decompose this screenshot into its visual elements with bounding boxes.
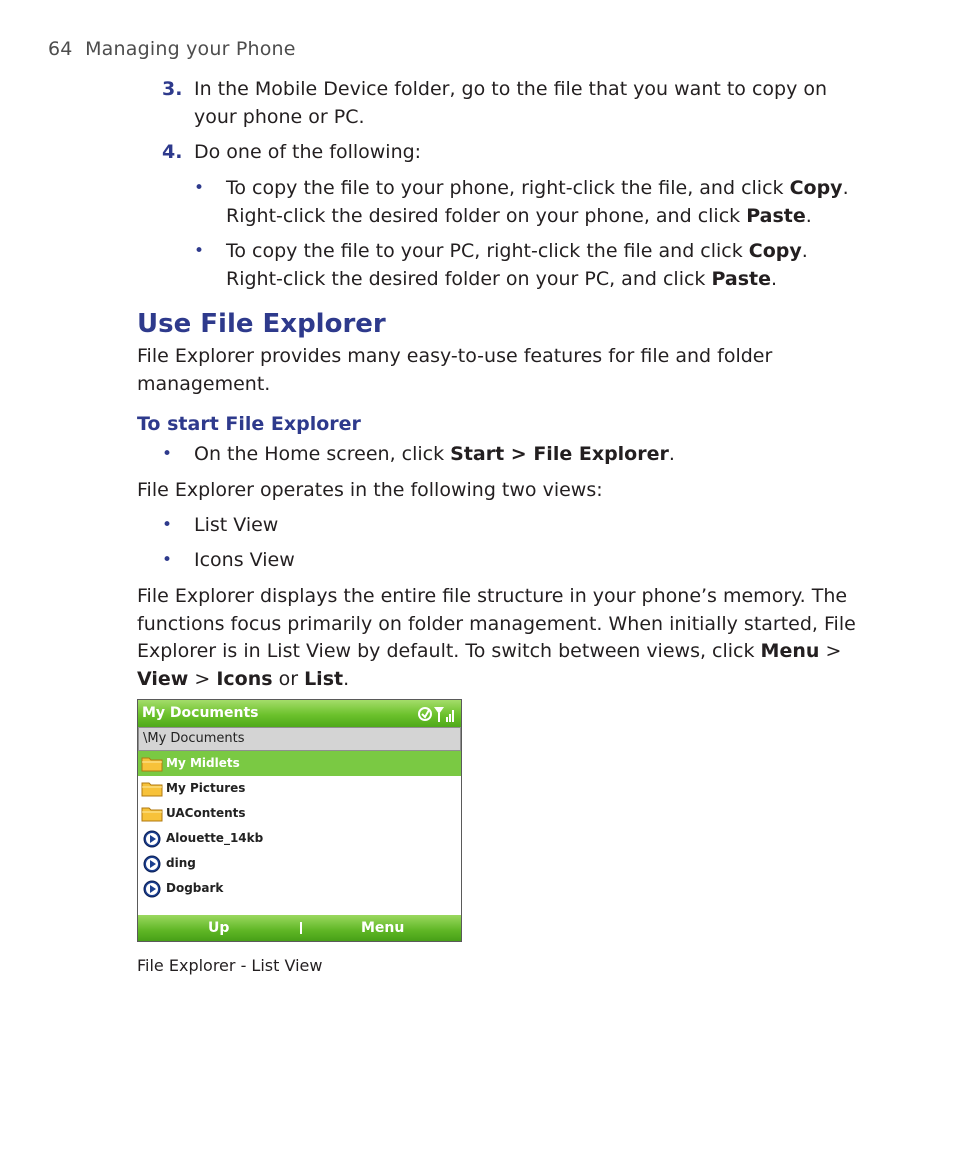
list-item[interactable] [138, 776, 461, 801]
procedure-heading: To start File Explorer [137, 413, 361, 435]
media-file-icon [141, 854, 163, 873]
step-4 [162, 139, 852, 167]
phone-title: My Documents [142, 705, 259, 721]
list-item-label: My Midlets [166, 756, 240, 770]
copy-term: Copy [748, 240, 802, 262]
bullet-text: List View [194, 514, 279, 536]
view-icons-bullet [162, 547, 822, 575]
list-item-label: ding [166, 856, 196, 870]
copy-term: Copy [789, 177, 843, 199]
paste-term: Paste [746, 204, 806, 227]
softkey-divider [300, 922, 302, 934]
list-item-label: My Pictures [166, 781, 246, 795]
phone-file-list [138, 751, 461, 901]
list-item[interactable] [138, 826, 461, 851]
running-section-title: Managing your Phone [85, 38, 296, 60]
page-header [48, 36, 296, 64]
list-item-label: Alouette_14kb [166, 831, 264, 845]
page-number: 64 [48, 38, 73, 60]
phone-title-bar [138, 700, 461, 727]
bullet-dot: • [194, 241, 205, 261]
media-file-icon [141, 879, 163, 898]
section-title: Use File Explorer [137, 309, 386, 339]
folder-icon [141, 779, 163, 798]
media-file-icon [141, 829, 163, 848]
list-item[interactable] [138, 751, 461, 776]
bullet-text: Icons View [194, 549, 295, 571]
step-number: 4. [162, 141, 183, 163]
figure-caption: File Explorer - List View [137, 956, 323, 975]
bullet-dot: • [194, 178, 205, 198]
list-item-label: UAContents [166, 806, 246, 820]
paste-term: Paste [711, 267, 771, 290]
folder-icon [141, 754, 163, 773]
signal-status-icon [417, 704, 457, 723]
up-softkey[interactable]: Up [208, 920, 230, 936]
phone-screenshot [137, 699, 462, 942]
sub-bullet-phone [194, 175, 854, 230]
phone-path-bar: \My Documents [138, 727, 461, 751]
bullet-dot: • [162, 550, 173, 570]
step-3 [162, 76, 852, 131]
bullet-dot: • [162, 515, 173, 535]
list-item-label: Dogbark [166, 881, 224, 895]
bullet-dot: • [162, 444, 173, 464]
menu-softkey[interactable]: Menu [361, 920, 405, 936]
phone-softkey-bar [138, 915, 461, 941]
views-intro: File Explorer operates in the following two views: [137, 479, 603, 501]
folder-icon [141, 804, 163, 823]
bullet-text: To copy the file to your phone, right-click the file, and click Copy. Right-click the desired folder on your phone, and click Paste. [226, 177, 849, 227]
start-bullet [162, 441, 852, 469]
step-number: 3. [162, 78, 183, 100]
start-file-explorer-term: Start > File Explorer [450, 443, 669, 465]
sub-bullet-pc [194, 238, 854, 293]
list-item[interactable] [138, 851, 461, 876]
list-item[interactable] [138, 876, 461, 901]
section-intro: File Explorer provides many easy-to-use features for file and folder management. [137, 345, 773, 395]
views-paragraph: File Explorer displays the entire file structure in your phone’s memory. The functions focus primarily on folder management. When initially started, File Explorer is in List View by default. To switch between views, click Menu > View > Icons or List. [137, 585, 856, 690]
view-list-bullet [162, 512, 822, 540]
step-text: Do one of the following: [194, 141, 422, 163]
bullet-text: On the Home screen, click Start > File Explorer. [194, 443, 675, 465]
list-item[interactable] [138, 801, 461, 826]
step-text: In the Mobile Device folder, go to the file that you want to copy on your phone or PC. [194, 78, 828, 128]
bullet-text: To copy the file to your PC, right-click the file and click Copy. Right-click the desired folder on your PC, and click Paste. [226, 240, 808, 290]
